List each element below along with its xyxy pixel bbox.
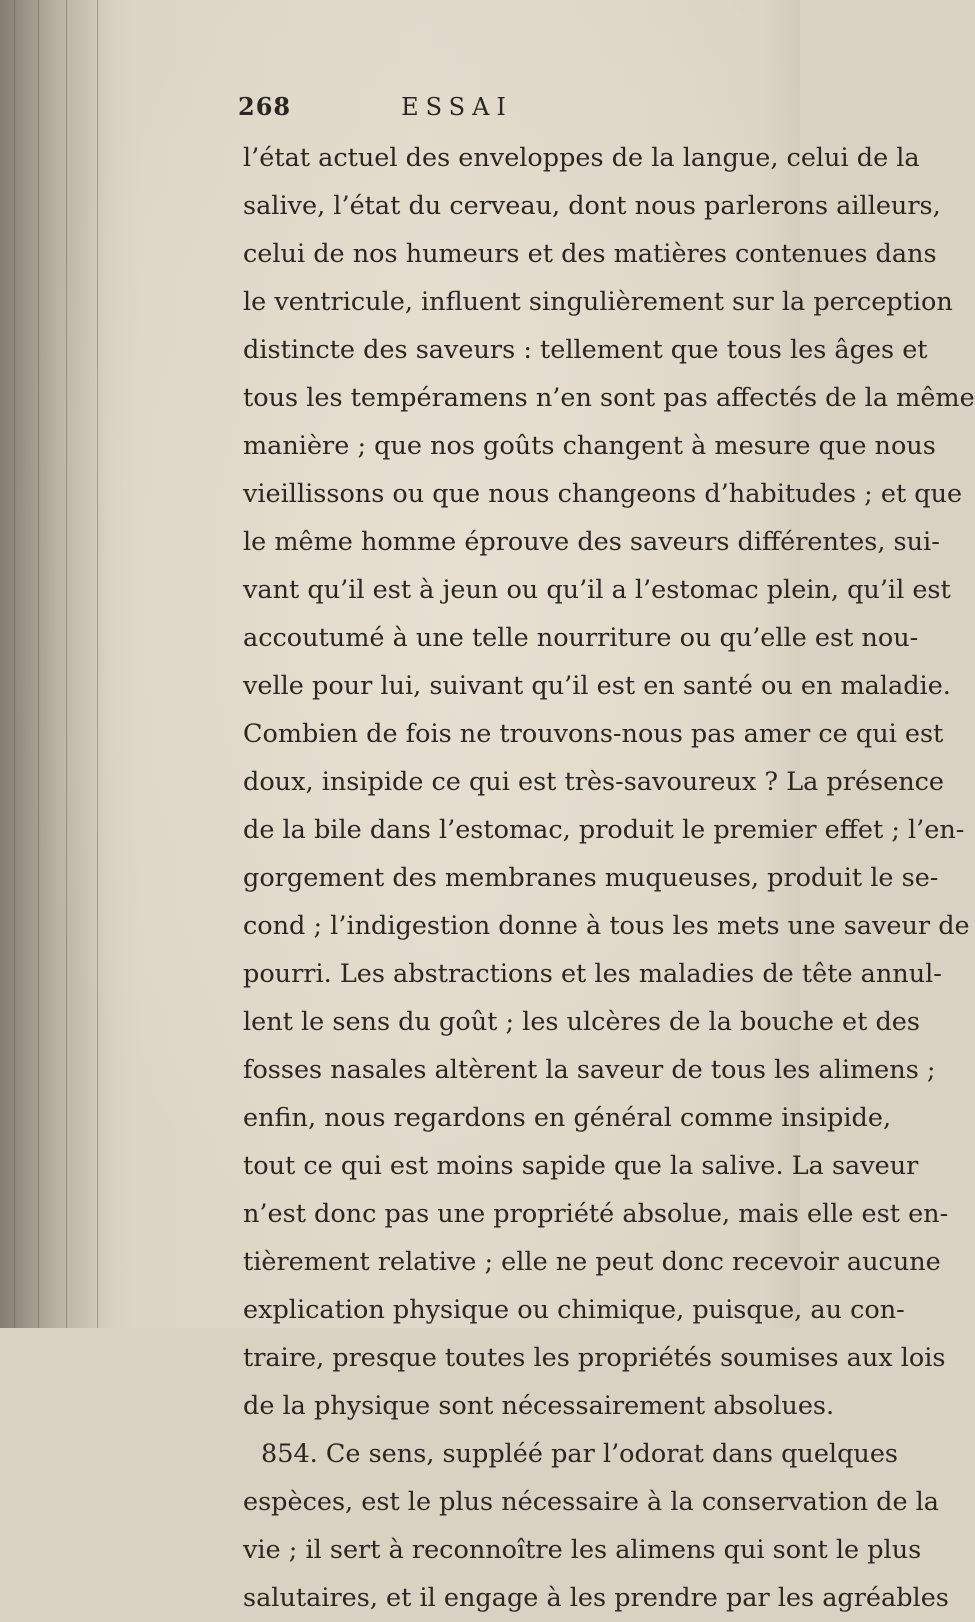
text-line: le même homme éprouve des saveurs différentes, sui- — [243, 527, 940, 557]
text-line: vant qu’il est à jeun ou qu’il a l’estomac plein, qu’il est — [243, 575, 951, 605]
text-line: n’est donc pas une propriété absolue, mais elle est en- — [243, 1199, 949, 1229]
text-line: manière ; que nos goûts changent à mesure que nous — [243, 431, 936, 461]
text-line: distincte des saveurs : tellement que tous les âges et — [243, 335, 928, 365]
text-line: traire, presque toutes les propriétés soumises aux lois — [243, 1343, 946, 1373]
text-line: celui de nos humeurs et des matières contenues dans — [243, 239, 937, 269]
text-line: cond ; l’indigestion donne à tous les mets une saveur de — [243, 911, 970, 941]
text-line: doux, insipide ce qui est très-savoureux ? La présence — [243, 767, 945, 797]
text-line: enfin, nous regardons en général comme insipide, — [243, 1103, 892, 1133]
text-line: salutaires, et il engage à les prendre par les agréables — [243, 1583, 949, 1613]
text-line: l’état actuel des enveloppes de la langue, celui de la — [243, 143, 920, 173]
text-line: de la bile dans l’estomac, produit le premier effet ; l’en- — [243, 815, 965, 845]
text-line: vieillissons ou que nous changeons d’habitudes ; et que — [243, 479, 963, 509]
gutter-edge-line — [66, 0, 67, 1328]
text-line: fosses nasales altèrent la saveur de tous les alimens ; — [243, 1055, 936, 1085]
text-line: pourri. Les abstractions et les maladies de tête annul- — [243, 959, 942, 989]
gutter-shadow — [0, 0, 110, 1328]
gutter-edge-line — [38, 0, 39, 1328]
text-line: accoutumé à une telle nourriture ou qu’elle est nou- — [243, 623, 919, 653]
text-line: tout ce qui est moins sapide que la salive. La saveur — [243, 1151, 919, 1181]
body-text — [243, 134, 975, 1622]
text-line: explication physique ou chimique, puisque, au con- — [243, 1295, 905, 1325]
page-header — [238, 92, 698, 132]
text-line: vie ; il sert à reconnoître les alimens qui sont le plus — [243, 1535, 922, 1565]
text-line: de la physique sont nécessairement absolues. — [243, 1391, 835, 1421]
running-title: ESSAI — [401, 93, 513, 121]
text-line: gorgement des membranes muqueuses, produit le se- — [243, 863, 939, 893]
text-line: 854. Ce sens, suppléé par l’odorat dans quelques — [261, 1439, 899, 1469]
gutter-edge-line — [97, 0, 98, 1328]
text-line: velle pour lui, suivant qu’il est en santé ou en maladie. — [243, 671, 951, 701]
text-line: tièrement relative ; elle ne peut donc recevoir aucune — [243, 1247, 941, 1277]
text-line: tous les tempéramens n’en sont pas affectés de la même — [243, 383, 975, 413]
page-number: 268 — [238, 92, 292, 121]
gutter-edge-line — [14, 0, 15, 1328]
text-line: lent le sens du goût ; les ulcères de la bouche et des — [243, 1007, 920, 1037]
text-line: le ventricule, influent singulièrement sur la perception — [243, 287, 953, 317]
text-line: Combien de fois ne trouvons-nous pas amer ce qui est — [243, 719, 944, 749]
text-line: espèces, est le plus nécessaire à la conservation de la — [243, 1487, 940, 1517]
text-line: salive, l’état du cerveau, dont nous parlerons ailleurs, — [243, 191, 941, 221]
